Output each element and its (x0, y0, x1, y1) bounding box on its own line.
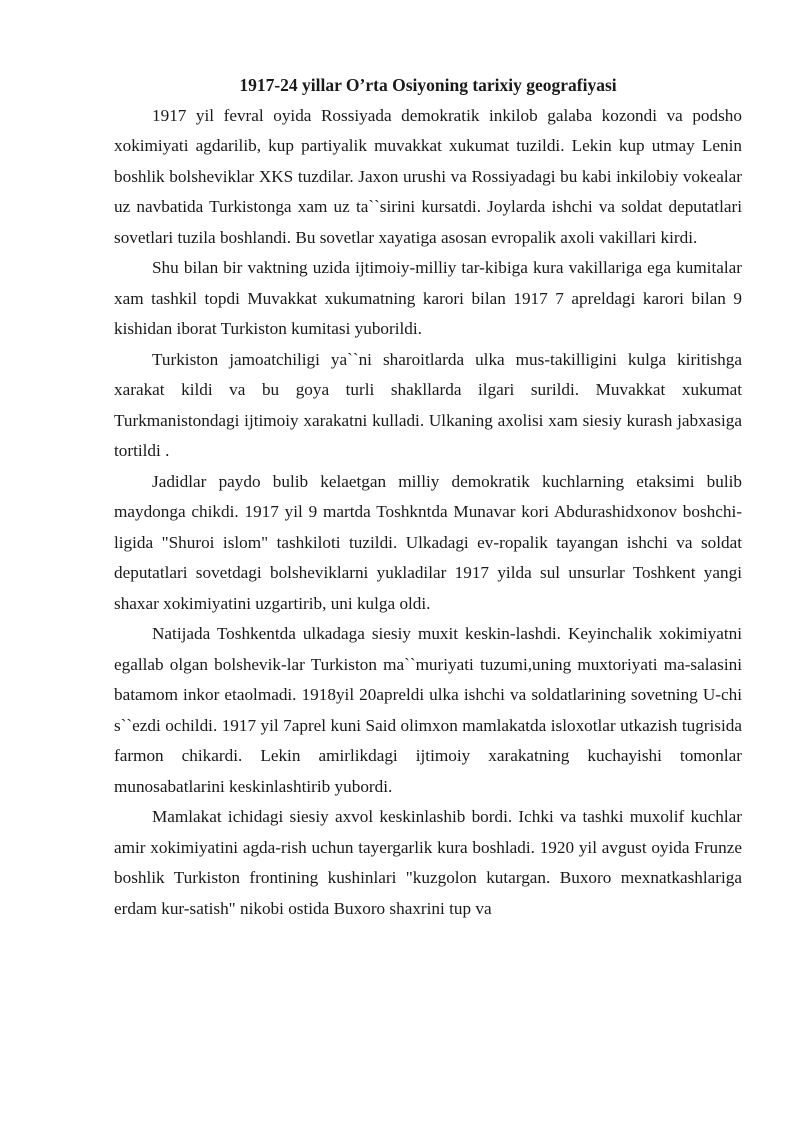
paragraph-4: Jadidlar paydo bulib kelaetgan milliy demokratik kuchlarning etaksimi bulib maydonga chikdi. 1917 yil 9 martda Toshkntda Munavar kori Abdurashidxonov boshchi-ligida "Shuroi islom" tashkiloti tuzildi. Ulkadagi ev-ropalik tayangan ishchi va soldat deputatlari sovetdagi bolsheviklarni yukladilar 1917 yilda sul unsurlar Toshkent yangi shaxar xokimiyatini uzgartirib, uni kulga oldi. (114, 471, 742, 613)
paragraph-5: Natijada Toshkentda ulkadaga siesiy muxit keskin-lashdi. Keyinchalik xokimiyatni egallab olgan bolshevik-lar Turkiston ma``muriyati tuzumi,uning muxtoriyati ma-salasini batamom inkor etaolmadi. 1918yil 20apreldi ulka ishchi va soldatlarining sovetning U-chi s``ezdi ochildi. 1917 yil 7aprel kuni Said olimxon mamlakatda isloxotlar utkazish tugrisida farmon chikardi. Lekin amirlikdagi ijtimoiy xarakatning kuchayishi tomonlar munosabatlarini keskinlashtirib yubordi. (114, 624, 742, 796)
paragraph-2: Shu bilan bir vaktning uzida ijtimoiy-milliy tar-kibiga kura vakillariga ega kumitalar xam tashkil topdi Muvakkat xukumatning karori bilan 1917 7 apreldagi karori bilan 9 kishidan iborat Turkiston kumitasi yuborildi. (114, 258, 742, 338)
paragraph-6: Mamlakat ichidagi siesiy axvol keskinlashib bordi. Ichki va tashki muxolif kuchlar amir xokimiyatini agda-rish uchun tayergarlik kura boshladi. 1920 yil avgust oyida Frunze boshlik Turkiston frontining kushinlari "kuzgolon kutargan. Buxoro mexnatkashlariga erdam kur-satish" nikobi ostida Buxoro shaxrini tup va (114, 807, 742, 918)
paragraph-3: Turkiston jamoatchiligi ya``ni sharoitlarda ulka mus-takilligini kulga kiritishga xarakat kildi va bu goya turli shakllarda ilgari surildi. Muvakkat xukumat Turkmanistondagi ijtimoiy xarakatni kulladi. Ulkaning axolisi xam siesiy kurash jabxasiga tortildi . (114, 349, 742, 460)
document-title: 1917-24 yillar O’rta Osiyoning tarixiy geografiyasi (239, 75, 617, 95)
document-page (114, 70, 742, 924)
paragraph-1: 1917 yil fevral oyida Rossiyada demokratik inkilob galaba kozondi va podsho xokimiyati agdarilib, kup partiyalik muvakkat xukumat tuzildi. Lekin kup utmay Lenin boshlik bolsheviklar XKS tuzdilar. Jaxon urushi va Rossiyadagi bu kabi inkilobiy vokealar uz navbatida Turkistonga xam uz ta``sirini kursatdi. Joylarda ishchi va soldat deputatlari sovetlari tuzila boshlandi. Bu sovetlar xayatiga asosan evropalik axoli vakillari kirdi. (114, 105, 742, 247)
